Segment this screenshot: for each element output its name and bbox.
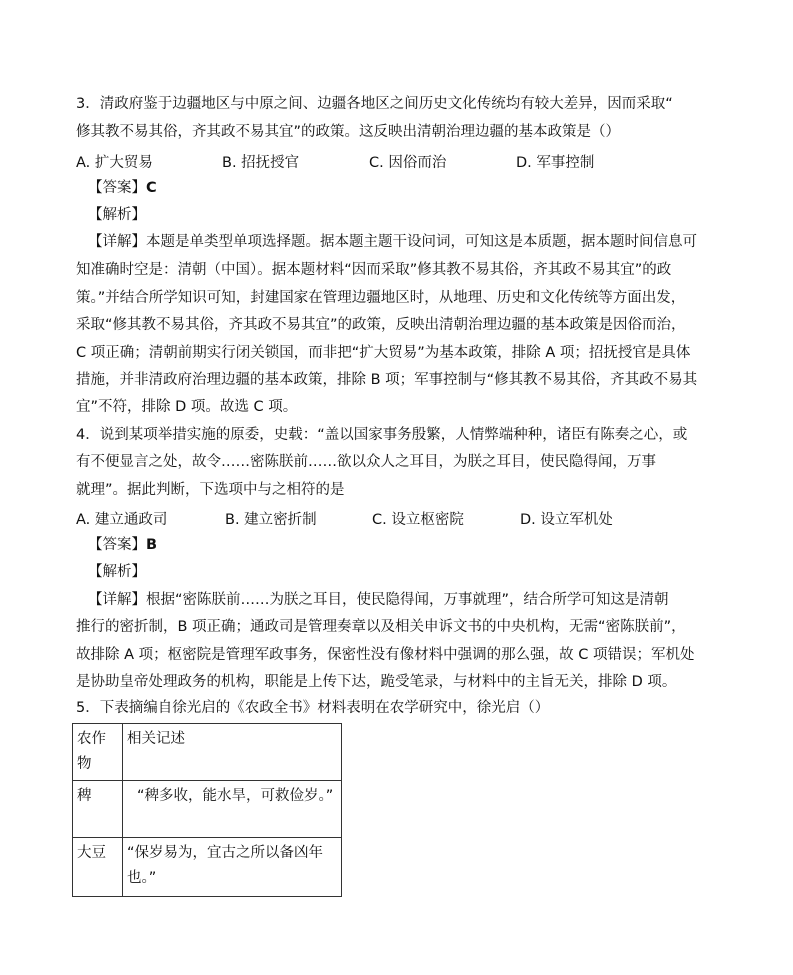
q3-stem-line-1: 3．清政府鉴于边疆地区与中原之间、边疆各地区之间历史文化传统均有较大差异，因而采取“ bbox=[76, 96, 673, 112]
q4-detail-line-2: 推行的密折制，B 项正确；通政司是管理奏章以及相关申诉文书的中央机构，无需“密陈朕前”， bbox=[76, 619, 686, 635]
q5-material-table bbox=[72, 723, 342, 897]
q4-detail-line-1: 【详解】根据“密陈朕前……为朕之耳目，使民隐得闻，万事就理”，结合所学可知这是清朝 bbox=[88, 592, 669, 608]
q3-detail-line-6: 措施，并非清政府治理边疆的基本政策，排除 B 项；军事控制与“修其教不易其俗，齐其政不易其 bbox=[76, 372, 698, 388]
q3-option-d: D. 军事控制 bbox=[516, 155, 595, 171]
q4-option-a: A. 建立通政司 bbox=[76, 512, 168, 528]
q4-answer-value: B bbox=[146, 537, 158, 553]
table-row bbox=[73, 781, 342, 838]
q4-analysis-label: 【解析】 bbox=[88, 564, 146, 580]
table-cell-crop: 大豆 bbox=[73, 838, 123, 897]
q4-option-b: B. 建立密折制 bbox=[225, 512, 317, 528]
q3-answer-label: 【答案】 bbox=[88, 180, 146, 196]
q4-option-c: C. 设立枢密院 bbox=[372, 512, 464, 528]
q3-option-a: A. 扩大贸易 bbox=[76, 155, 153, 171]
q3-answer-value: C bbox=[146, 180, 157, 196]
q4-stem-line-2: 有不便显言之处，故令……密陈朕前……欲以众人之耳目，为朕之耳目，使民隐得闻，万事 bbox=[76, 454, 656, 470]
q3-analysis-label: 【解析】 bbox=[88, 207, 146, 223]
table-header-crop: 农作物 bbox=[73, 724, 123, 781]
q3-stem-line-2: 修其教不易其俗，齐其政不易其宜”的政策。这反映出清朝治理边疆的基本政策是（） bbox=[76, 124, 621, 140]
table-header-record: 相关记述 bbox=[123, 724, 342, 781]
table-row bbox=[73, 838, 342, 897]
q4-detail-line-3: 故排除 A 项；枢密院是管理军政事务，保密性没有像材料中强调的那么强，故 C 项错误；军机处 bbox=[76, 647, 695, 663]
q3-answer bbox=[88, 179, 157, 197]
q5-stem: 5．下表摘编自徐光启的《农政全书》材料表明在农学研究中，徐光启（） bbox=[76, 700, 550, 716]
table-cell-record: “保岁易为，宜古之所以备凶年也。” bbox=[123, 838, 342, 897]
q3-detail-line-4: 采取“修其教不易其俗，齐其政不易其宜”的政策，反映出清朝治理边疆的基本政策是因俗而治， bbox=[76, 317, 686, 333]
table-cell-record: “稗多收，能水旱，可救俭岁。” bbox=[123, 781, 342, 838]
q3-detail-line-2: 知准确时空是：清朝（中国）。据本题材料“因而采取”修其教不易其俗，齐其政不易其宜”的政 bbox=[76, 262, 672, 278]
q3-detail-line-7: 宜”不符，排除 D 项。故选 C 项。 bbox=[76, 399, 298, 415]
table-cell-crop: 稗 bbox=[73, 781, 123, 838]
q3-detail-line-3: 策。”并结合所学知识可知，封建国家在管理边疆地区时，从地理、历史和文化传统等方面出发， bbox=[76, 290, 686, 306]
q4-answer-label: 【答案】 bbox=[88, 537, 146, 553]
q3-detail-line-1: 【详解】本题是单类型单项选择题。据本题主题干设问词，可知这是本质题，据本题时间信息可 bbox=[88, 234, 697, 250]
q4-stem-line-1: 4．说到某项举措实施的原委，史载：“盖以国家事务殷繁，人情弊端种种，诸臣有陈奏之心，或 bbox=[76, 427, 688, 443]
table-header-row bbox=[73, 724, 342, 781]
q4-option-d: D. 设立军机处 bbox=[520, 512, 613, 528]
q3-option-c: C. 因俗而治 bbox=[369, 155, 447, 171]
q4-detail-line-4: 是协助皇帝处理政务的机构，职能是上传下达，跪受笔录，与材料中的主旨无关，排除 D 项。 bbox=[76, 674, 677, 690]
q3-option-b: B. 招抚授官 bbox=[222, 155, 300, 171]
q4-answer bbox=[88, 536, 157, 554]
q3-detail-line-5: C 项正确；清朝前期实行闭关锁国，而非把“扩大贸易”为基本政策，排除 A 项；招抚授官是具体 bbox=[76, 345, 691, 361]
q4-stem-line-3: 就理”。据此判断，下选项中与之相符的是 bbox=[76, 482, 345, 498]
